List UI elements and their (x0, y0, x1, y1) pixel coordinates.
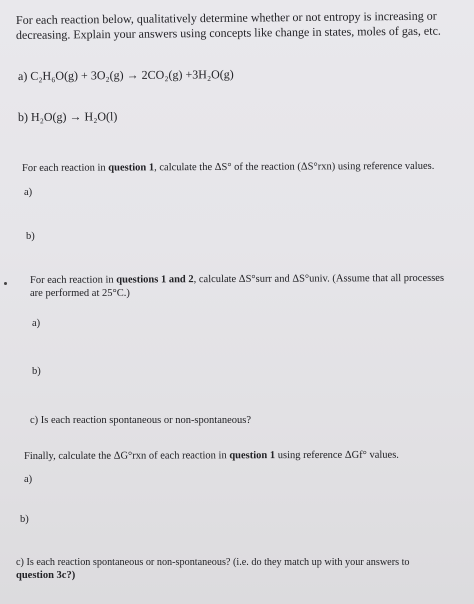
q2-prompt-post: , calculate the ΔS° of the reaction (ΔS°rxn) using reference values. (154, 160, 435, 174)
q1a-reaction: C₂H₆O(g) + 3O₂(g) → 2CO₂(g) +3H₂O(g) (30, 67, 234, 83)
q3-prompt-post: , calculate ΔS°surr and ΔS°univ. (Assume that all processes (193, 272, 445, 286)
q3a-label: a) (32, 318, 41, 329)
q4-prompt-bold: question 1 (229, 450, 276, 462)
intro-line-1: For each reaction below, qualitatively determine whether or not entropy is increasing or (15, 8, 437, 27)
q2-prompt-bold: question 1 (108, 162, 155, 174)
q4-prompt (24, 450, 399, 463)
q4c-question-line-2: question 3c?) (16, 570, 76, 581)
intro-line-2: decreasing. Explain your answers using concepts like change in states, moles of gas, etc. (15, 23, 441, 42)
q1a-row (18, 67, 234, 83)
q2-prompt (22, 161, 434, 175)
q3-prompt-bold: questions 1 and 2 (116, 274, 194, 286)
q1b-row (18, 109, 117, 124)
q4b-label: b) (20, 514, 29, 525)
q4-prompt-pre: Finally, calculate the ΔG°rxn of each reaction in (23, 450, 230, 462)
q3c-question: c) Is each reaction spontaneous or non-spontaneous? (30, 415, 252, 426)
q1b-reaction: H₂O(g) → H₂O(l) (30, 109, 118, 124)
q1a-label: a) (17, 68, 28, 83)
q4a-label: a) (24, 474, 33, 485)
q2b-label: b) (26, 231, 35, 242)
q4-prompt-post: using reference ΔGf° values. (275, 449, 399, 462)
q3-prompt-pre: For each reaction in (29, 274, 117, 286)
q3b-label: b) (32, 366, 41, 377)
q2a-label: a) (24, 187, 33, 198)
q4c-question-line-1: c) Is each reaction spontaneous or non-spontaneous? (i.e. do they match up with your answers to (16, 557, 410, 568)
question-number-marker (4, 282, 7, 285)
q3-prompt-line-2: are performed at 25°C.) (30, 288, 130, 299)
q3-prompt-line-1 (30, 273, 444, 287)
q1b-label: b) (17, 109, 29, 124)
q2-prompt-pre: For each reaction in (21, 162, 109, 174)
